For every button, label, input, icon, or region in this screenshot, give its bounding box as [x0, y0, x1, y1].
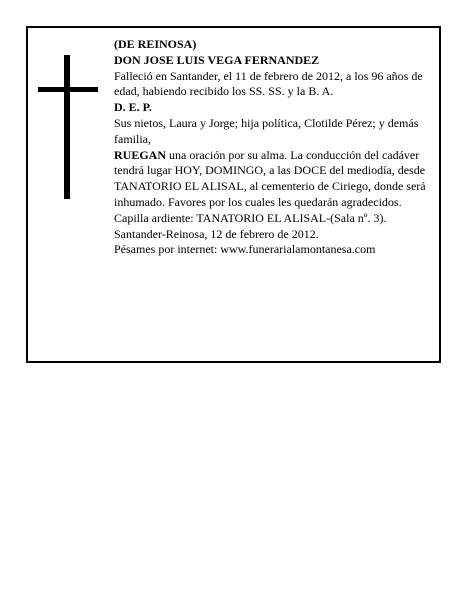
rip-line: D. E. P. — [114, 100, 152, 115]
place-date-line: Santander-Reinosa, 12 de febrero de 2012. — [114, 226, 319, 241]
latin-cross-icon — [38, 55, 98, 199]
family-line: Sus nietos, Laura y Jorge; hija política, Clotilde Pérez; y demás familia, — [114, 115, 419, 146]
deceased-name: DON JOSE LUIS VEGA FERNANDEZ — [114, 52, 320, 67]
request-keyword: RUEGAN — [114, 147, 167, 162]
cross-vertical-bar — [64, 55, 70, 199]
origin-line: (DE REINOSA) — [114, 37, 197, 51]
death-statement: Falleció en Santander, el 11 de febrero de 2012, a los 96 años de edad, habiendo recibido los SS. SS. y la B. A. — [114, 68, 423, 99]
notice-text-block — [114, 37, 430, 258]
cross-horizontal-bar — [38, 87, 98, 92]
request-text: una oración por su alma. La conducción del cadáver tendrá lugar HOY, DOMINGO, a las DOCE del mediodía, desde TANATORIO EL ALISAL, al cementerio de Ciriego, donde será inhumado. Favores por los cuales les quedarán agradecidos. Capilla ardiente: TANATORIO EL ALISAL-(Sala nº. 3). — [114, 147, 426, 225]
condolences-line: Pésames por internet: www.funerarialamontanesa.com — [114, 242, 376, 257]
request-paragraph — [114, 148, 430, 227]
obituary-notice — [26, 26, 441, 363]
